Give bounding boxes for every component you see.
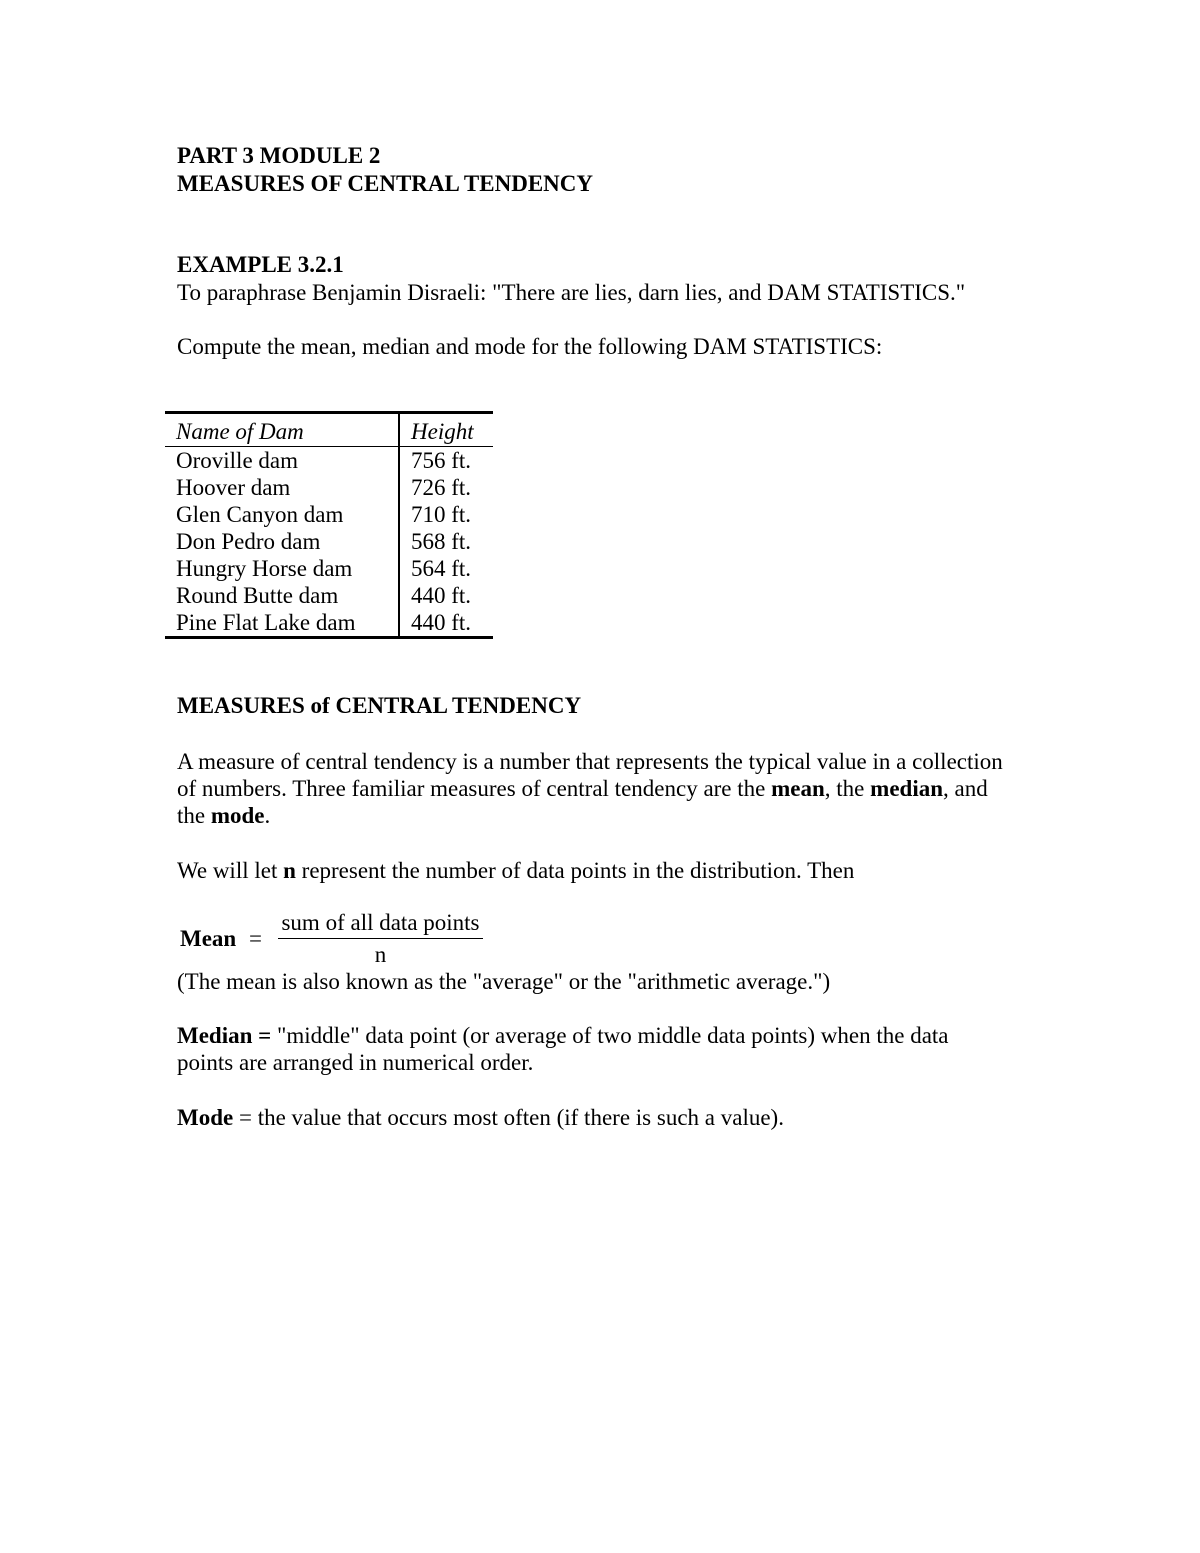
table-row xyxy=(165,447,493,475)
table-row xyxy=(165,582,493,609)
dam-name: Pine Flat Lake dam xyxy=(176,610,356,635)
table-row xyxy=(165,609,493,638)
column-header-height: Height xyxy=(399,413,493,447)
module-title: MEASURES OF CENTRAL TENDENCY xyxy=(177,171,593,196)
dam-statistics-table xyxy=(165,411,493,639)
paragraph-line: A measure of central tendency is a number that represents the typical value in a collection xyxy=(177,749,1003,774)
section-title: MEASURES of CENTRAL TENDENCY xyxy=(177,693,582,718)
table-header-row xyxy=(165,413,493,447)
text-fragment: We will let xyxy=(177,858,284,883)
module-heading: PART 3 MODULE 2 xyxy=(177,143,381,168)
dam-height: 564 ft. xyxy=(399,555,493,582)
mode-definition xyxy=(177,1104,784,1131)
mean-note: (The mean is also known as the "average" or the "arithmetic average.") xyxy=(177,969,831,994)
dam-height: 568 ft. xyxy=(399,528,493,555)
paragraph-line xyxy=(177,775,988,802)
dam-name: Round Butte dam xyxy=(176,583,339,608)
mode-label: Mode xyxy=(177,1105,234,1130)
column-header-name: Name of Dam xyxy=(165,413,399,447)
table-row xyxy=(165,501,493,528)
text-fragment: = the value that occurs most often (if there is such a value). xyxy=(233,1105,784,1130)
fraction-denominator: n xyxy=(374,942,387,967)
dam-name: Hoover dam xyxy=(176,475,291,500)
median-definition-cont: points are arranged in numerical order. xyxy=(177,1050,534,1075)
dam-name: Hungry Horse dam xyxy=(176,556,353,581)
median-label: Median = xyxy=(177,1023,272,1048)
paragraph-line xyxy=(177,857,854,884)
variable-n: n xyxy=(283,858,296,883)
table-row xyxy=(165,528,493,555)
dam-name: Glen Canyon dam xyxy=(176,502,344,527)
term-mean: mean xyxy=(771,776,825,801)
text-fragment: . xyxy=(264,803,271,828)
dam-height: 710 ft. xyxy=(399,501,493,528)
term-median: median xyxy=(870,776,943,801)
table-row xyxy=(165,555,493,582)
text-fragment: represent the number of data points in the distribution. Then xyxy=(295,858,855,883)
dam-height: 440 ft. xyxy=(399,582,493,609)
equals-sign: = xyxy=(249,926,262,951)
text-fragment: the xyxy=(177,803,211,828)
dam-name: Oroville dam xyxy=(176,448,298,473)
table-row xyxy=(165,474,493,501)
mean-label: Mean xyxy=(180,926,237,951)
dam-height: 756 ft. xyxy=(399,447,493,475)
text-fragment: "middle" data point (or average of two middle data points) when the data xyxy=(271,1023,949,1048)
text-fragment: , the xyxy=(824,776,871,801)
dam-name: Don Pedro dam xyxy=(176,529,321,554)
text-fragment: of numbers. Three familiar measures of central tendency are the xyxy=(177,776,772,801)
paragraph-line xyxy=(177,802,270,829)
fraction-numerator: sum of all data points xyxy=(278,910,483,939)
example-title: EXAMPLE 3.2.1 xyxy=(177,252,344,277)
dam-height: 440 ft. xyxy=(399,609,493,638)
term-mode: mode xyxy=(210,803,265,828)
example-quote: To paraphrase Benjamin Disraeli: "There are lies, darn lies, and DAM STATISTICS." xyxy=(177,280,966,305)
text-fragment: , and xyxy=(943,776,988,801)
example-instruction: Compute the mean, median and mode for the following DAM STATISTICS: xyxy=(177,334,883,359)
dam-height: 726 ft. xyxy=(399,474,493,501)
median-definition xyxy=(177,1022,949,1049)
